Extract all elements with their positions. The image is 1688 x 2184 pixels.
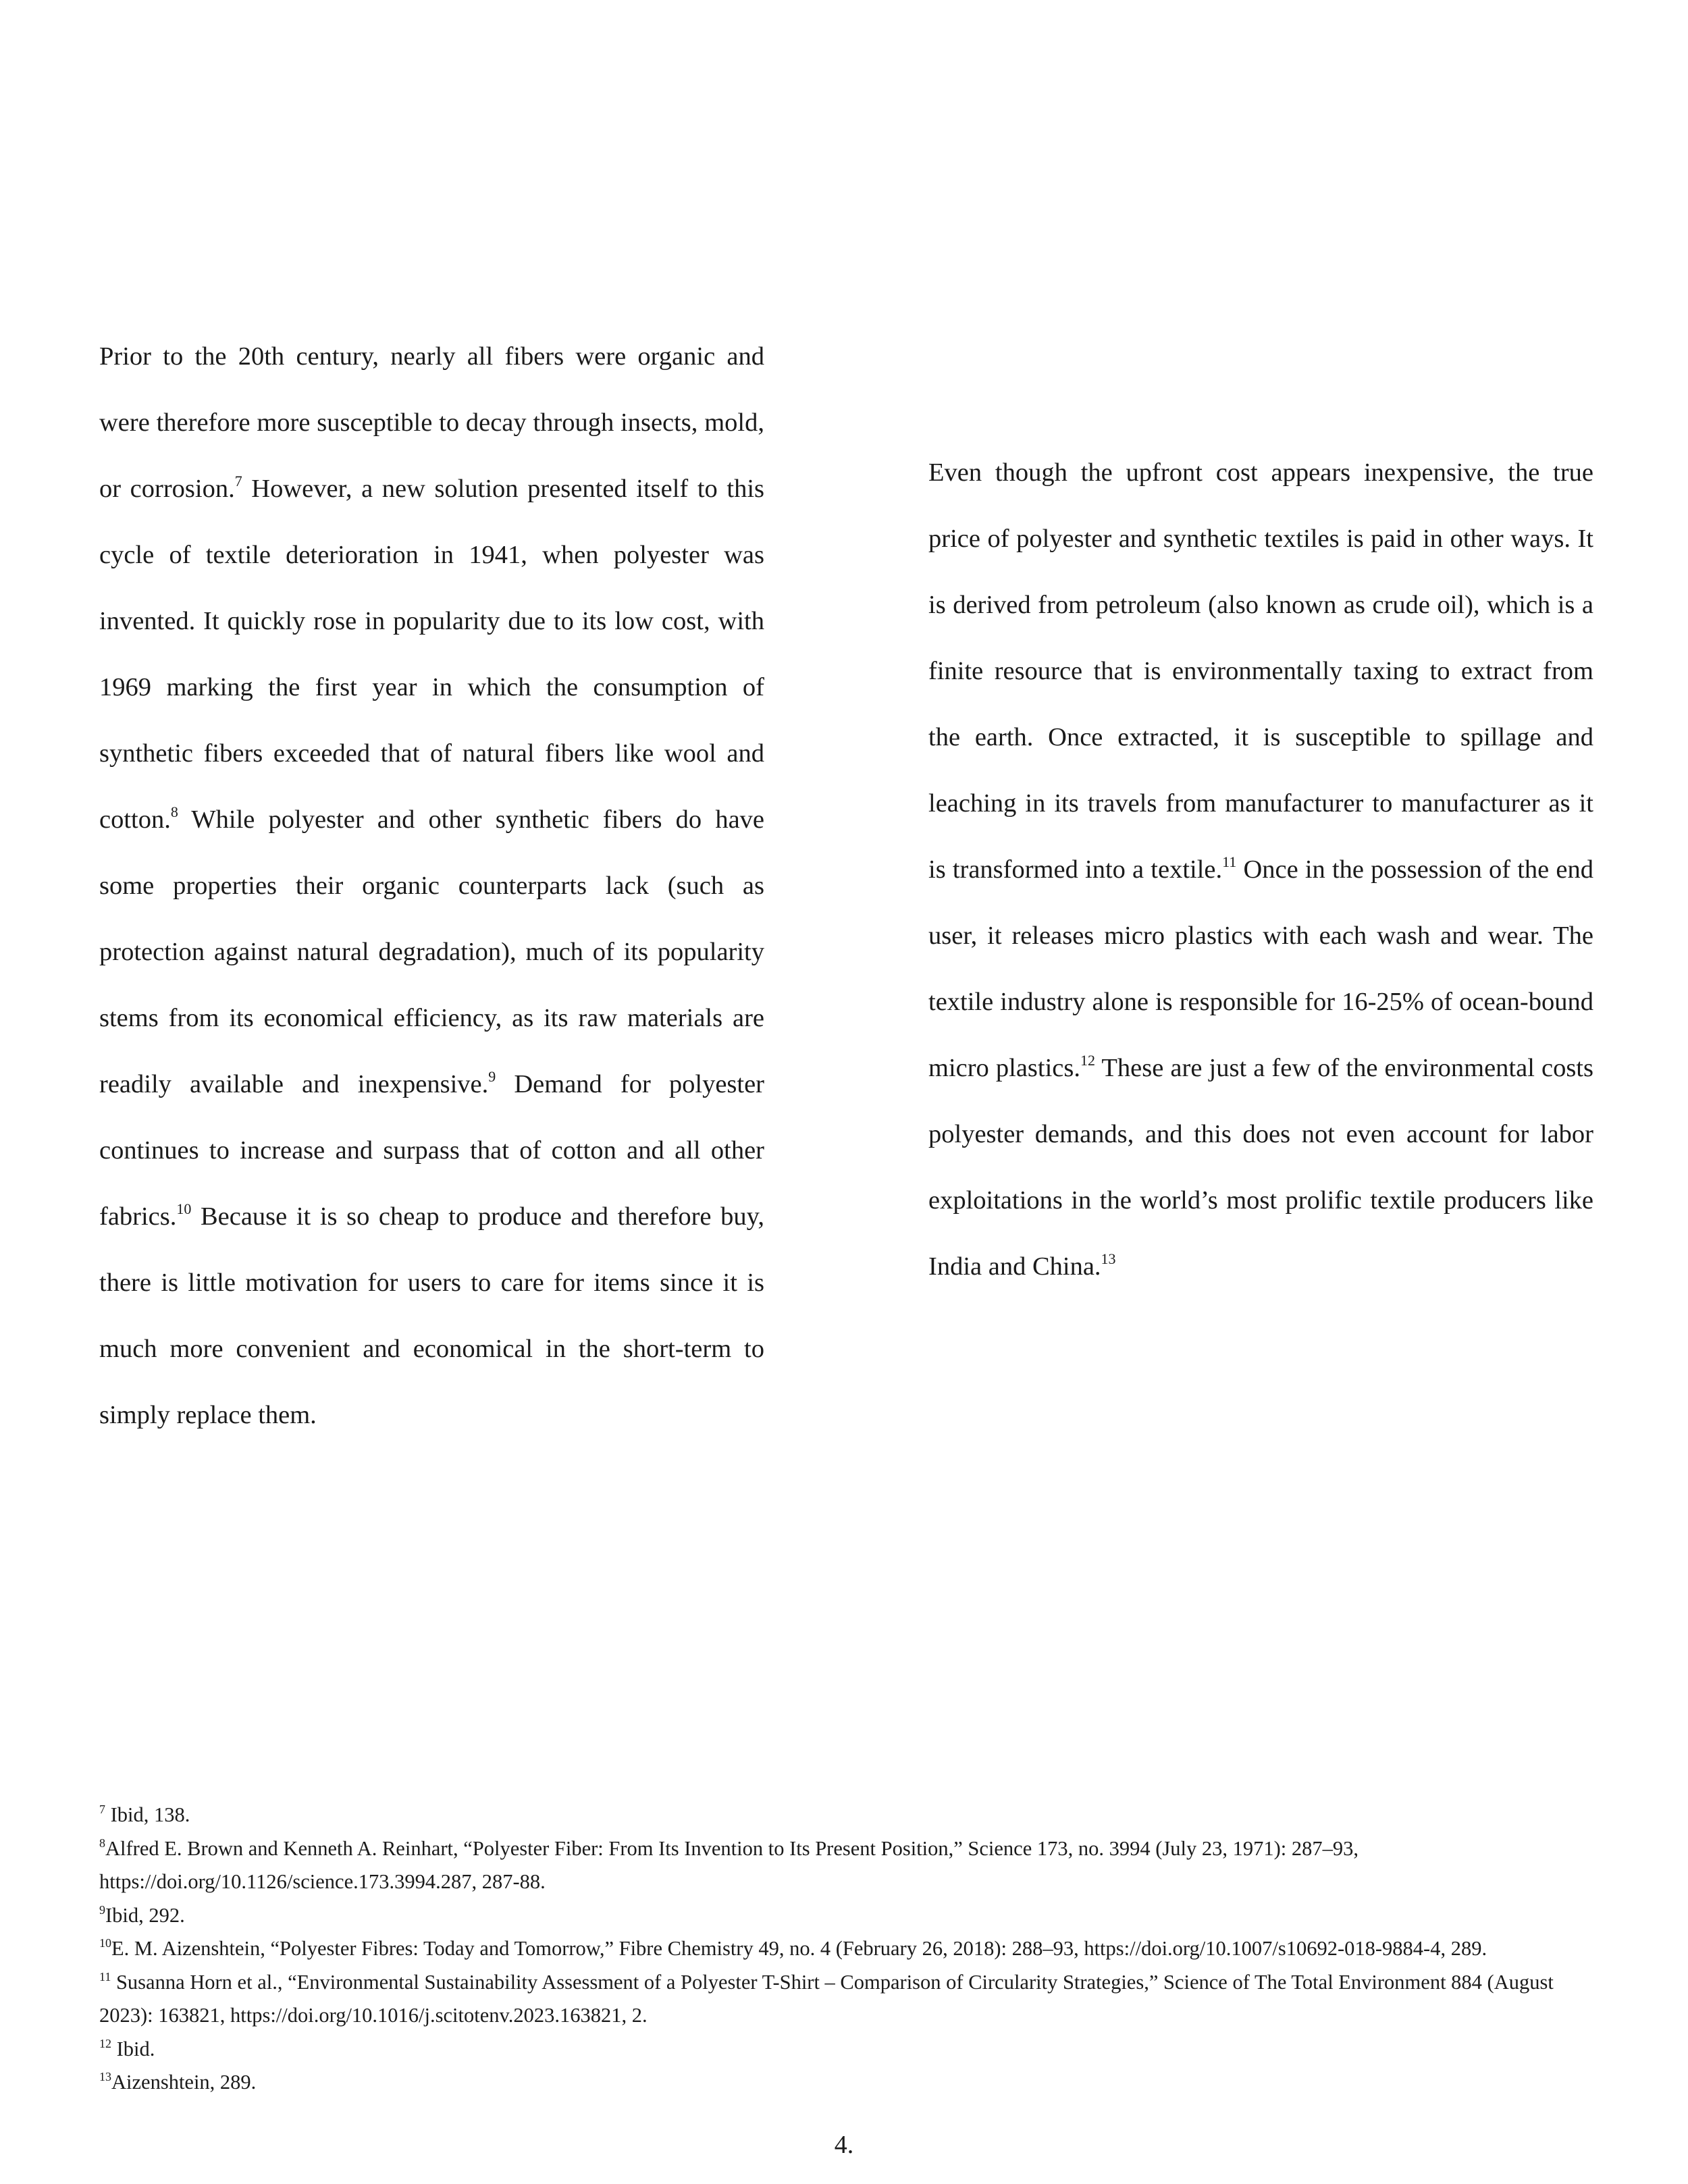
footnotes-section — [99, 1799, 1598, 2100]
right-column — [928, 440, 1593, 1300]
text-segment: However, a new solution presented itself to this cycle of textile deterioration in 1941, when polyester was invented. It quickly rose in popularity due to its low cost, with 1969 marking the first year in which the consumption of synthetic fibers exceeded that of natural fibers like wool and cotton. — [99, 475, 764, 834]
right-paragraph — [928, 440, 1593, 1300]
footnote-ref-9[interactable]: 9 — [488, 1068, 496, 1085]
text-segment: Even though the upfront cost appears inexpensive, the true price of polyester and synthetic textiles is paid in other ways. It is derived from petroleum (also known as crude oil), which is a finite resource that is environmentally taxing to extract from the earth. Once extracted, it is susceptible to spillage and leaching in its travels from manufacturer to manufacturer as it is transformed into a textile. — [928, 458, 1593, 884]
footnote-text: Alfred E. Brown and Kenneth A. Reinhart, “Polyester Fiber: From Its Invention to Its Present Position,” Science 173, no. 3994 (July 23, 1971): 287–93, https://doi.org/10.1126/science.173.3994.287, 287-88. — [99, 1836, 1359, 1893]
footnote-ref-13[interactable]: 13 — [1101, 1250, 1116, 1267]
footnote-ref-12[interactable]: 12 — [1080, 1052, 1096, 1069]
footnote-number: 13 — [99, 2070, 111, 2083]
footnote-text: Ibid, 292. — [105, 1903, 185, 1927]
footnote-text: Ibid, 138. — [105, 1803, 190, 1826]
footnote-ref-8[interactable]: 8 — [170, 803, 178, 820]
text-segment: While polyester and other synthetic fibers do have some properties their organic counterparts lack (such as protection against natural degradation), much of its popularity stems from its economical efficiency, as its raw materials are readily available and inexpensive. — [99, 805, 764, 1098]
footnote-9 — [99, 1899, 1598, 1933]
text-segment: Because it is so cheap to produce and therefore buy, there is little motivation for users to care for items since it is much more convenient and economical in the short-term to simply replace them. — [99, 1202, 764, 1429]
page-number: 4. — [834, 2131, 854, 2159]
footnote-text: E. M. Aizenshtein, “Polyester Fibres: Today and Tomorrow,” Fibre Chemistry 49, no. 4 (February 26, 2018): 288–93, https://doi.org/10.1007/s10692-018-9884-4, 289. — [111, 1937, 1487, 1960]
text-segment: These are just a few of the environmental costs polyester demands, and this does not even account for labor exploitations in the world’s most prolific textile producers like India and China. — [928, 1054, 1593, 1281]
footnote-11 — [99, 1966, 1598, 2033]
footnote-text: Susanna Horn et al., “Environmental Sustainability Assessment of a Polyester T-Shirt – Comparison of Circularity Strategies,” Science of The Total Environment 884 (August 2023): 163821, https://doi.org/10.1016/j.scitotenv.2023.163821, 2. — [99, 1970, 1554, 2027]
footnote-ref-7[interactable]: 7 — [234, 473, 242, 489]
footnote-8 — [99, 1832, 1598, 1899]
footnote-10 — [99, 1932, 1598, 1966]
text-segment: Prior to the 20th century, nearly all fibers were organic and were therefore more susceptible to decay through insects, mold, or corrosion. — [99, 342, 764, 503]
footnote-number: 11 — [99, 1969, 111, 1983]
text-segment: Once in the possession of the end user, it releases micro plastics with each wash and wear. The textile industry alone is responsible for 16-25% of ocean-bound micro plastics. — [928, 855, 1593, 1082]
footnote-number: 8 — [99, 1836, 105, 1850]
footnote-number: 10 — [99, 1936, 111, 1950]
footnote-number: 9 — [99, 1902, 105, 1917]
left-paragraph — [99, 323, 764, 1448]
footnote-number: 7 — [99, 1803, 105, 1816]
footnote-12 — [99, 2033, 1598, 2067]
footnote-ref-11[interactable]: 11 — [1222, 853, 1237, 870]
footnote-ref-10[interactable]: 10 — [176, 1200, 192, 1217]
left-column — [99, 323, 764, 1448]
footnote-7 — [99, 1799, 1598, 1832]
footnote-text: Aizenshtein, 289. — [111, 2071, 257, 2094]
footnote-text: Ibid. — [111, 2037, 155, 2060]
text-segment: Demand for polyester continues to increase and surpass that of cotton and all other fabrics. — [99, 1070, 764, 1231]
footnote-13 — [99, 2066, 1598, 2100]
footnote-number: 12 — [99, 2036, 111, 2050]
